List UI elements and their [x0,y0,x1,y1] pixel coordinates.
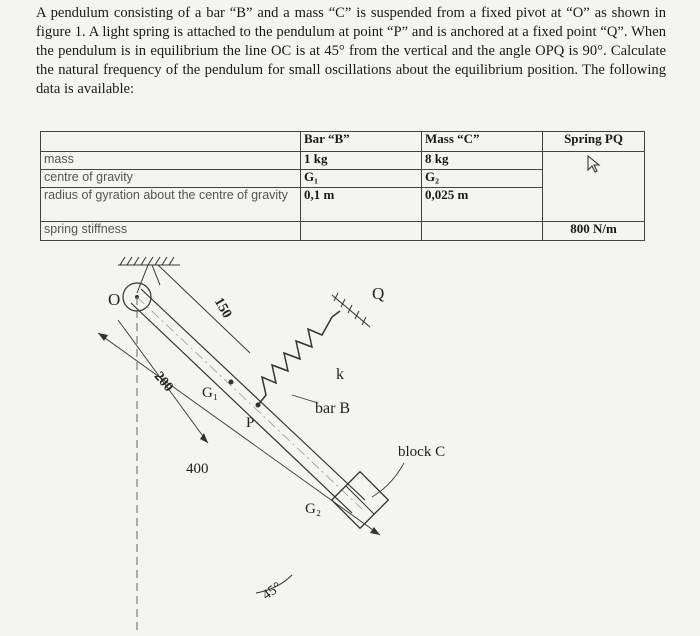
row-label: radius of gyration about the centre of gravity [41,188,301,222]
bar-b-leader [292,395,318,403]
header-mass: Mass “C” [422,132,543,152]
mass-value: 8 kg [422,152,543,170]
dim-150-line [158,265,250,353]
dim-400-arrow-end [370,527,380,535]
row-label: mass [41,152,301,170]
header-spring: Spring PQ [543,132,645,152]
dim-400: 400 [186,461,209,477]
label-P: P [246,415,255,431]
label-G2: G₂ [305,501,322,517]
row-label: spring stiffness [41,222,301,241]
header-bar: Bar “B” [301,132,422,152]
label-G1: G₁ [202,385,219,401]
table-header-row [41,132,645,152]
spring-cell [543,152,645,222]
bar-value: G₁ [301,170,422,188]
bar-value: 0,1 m [301,188,422,222]
dim-200: 200 [150,369,176,395]
bar-value [301,222,422,241]
spring-value: 800 N/m [543,222,645,241]
row-label: centre of gravity [41,170,301,188]
dim-150: 150 [210,295,235,321]
g1-point [229,380,234,385]
cursor-icon [586,154,602,174]
pendulum-figure [0,245,700,636]
dim-200-arrow [200,433,208,443]
label-O: O [108,290,121,309]
dim-400-arrow-start [98,333,108,341]
label-Q: Q [372,284,385,303]
mass-value: G₂ [422,170,543,188]
bar-value: 1 kg [301,152,422,170]
label-k: k [336,366,344,383]
data-table [40,131,645,241]
spring-k [258,311,340,405]
table-row [41,222,645,241]
mass-value: 0,025 m [422,188,543,222]
block-c-leader [372,463,404,497]
header-empty [41,132,301,152]
label-bar-b: bar B [315,400,351,417]
problem-statement: A pendulum consisting of a bar “B” and a mass “C” is suspended from a fixed pivot at “O” as shown in figure 1. A light spring is attached to the pendulum at point “P” and is anchored at a fixed point “Q”. When the pendulum is in equilibrium the line OC is at 45° from the vertical and the angle OPQ is 90°. Calculate the natural frequency of the pendulum for small oscillations about the equilibrium position. The following data is available: [36,5,666,97]
label-block-c: block C [398,444,446,460]
angle-label: 45° [259,579,285,604]
block-c-diagonal [346,486,374,514]
table-row [41,152,645,170]
anchor-q [332,293,370,327]
dim-400-line [98,333,380,535]
mass-value [422,222,543,241]
